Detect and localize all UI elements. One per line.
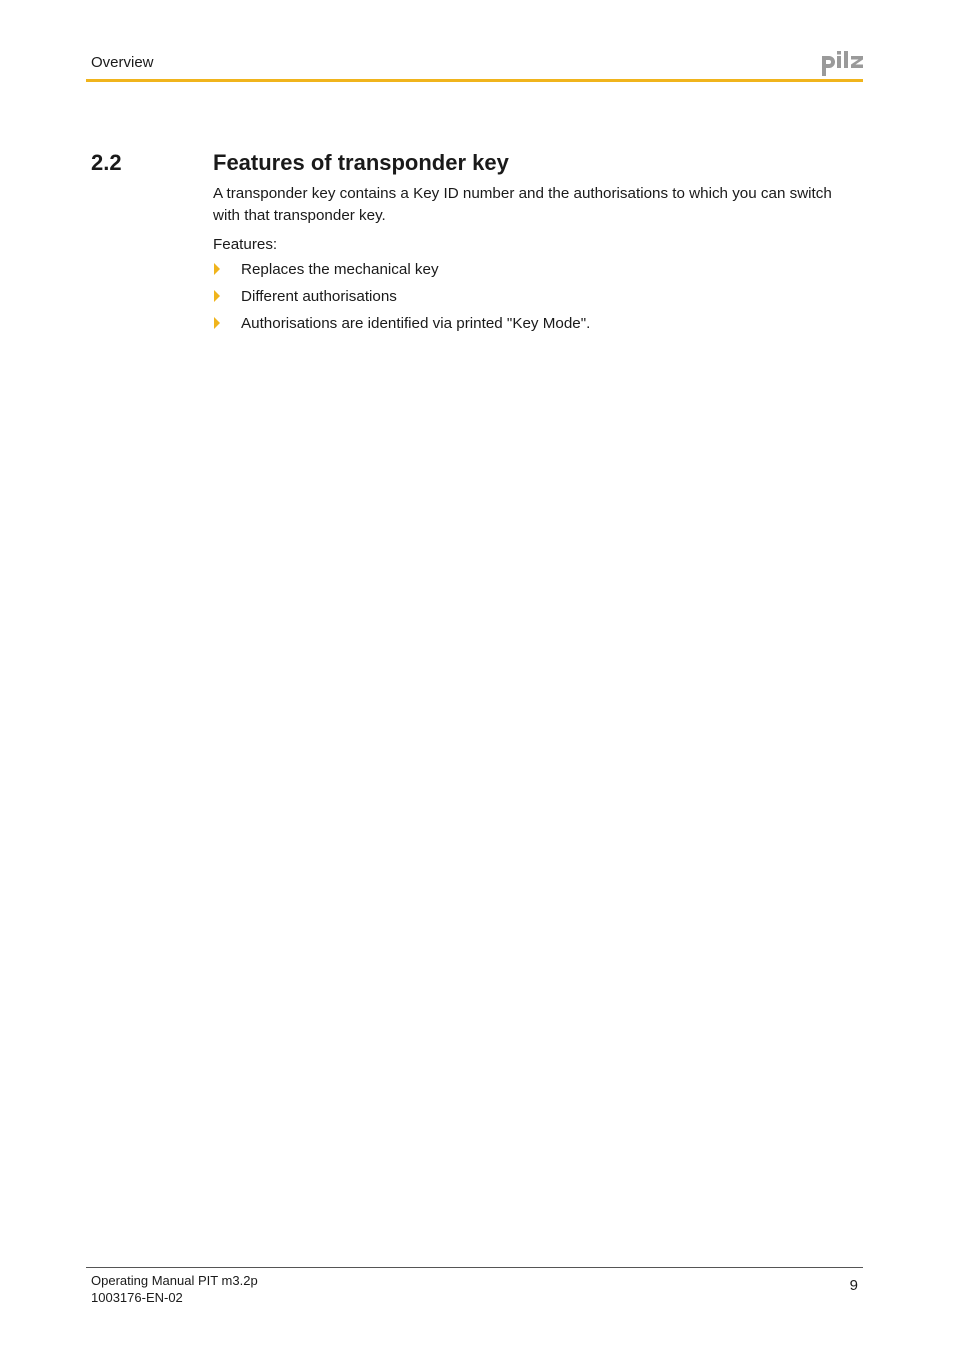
section-number: 2.2 — [91, 150, 122, 175]
triangle-bullet-icon — [214, 263, 220, 275]
page-number: 9 — [849, 1277, 858, 1294]
footer-rule — [86, 1267, 863, 1268]
section-title: Features of transponder key — [213, 150, 509, 175]
triangle-bullet-icon — [214, 290, 220, 302]
intro-paragraph: A transponder key contains a Key ID number and the authorisations to which you can switch with that transponder key. — [213, 185, 832, 224]
list-item — [213, 314, 590, 341]
pilz-logo — [821, 51, 864, 77]
running-header-section: Overview — [91, 54, 154, 71]
list-item — [213, 287, 590, 314]
list-item-text: Authorisations are identified via printed "Key Mode". — [241, 315, 591, 332]
header-rule — [86, 79, 863, 82]
triangle-bullet-icon — [214, 317, 220, 329]
list-item — [213, 260, 590, 287]
feature-list — [213, 260, 590, 341]
list-item-text: Replaces the mechanical key — [241, 261, 439, 278]
list-item-text: Different authorisations — [241, 288, 397, 305]
manual-title: Operating Manual PIT m3.2p — [91, 1273, 258, 1288]
footer-document-info — [91, 1272, 258, 1306]
features-label: Features: — [213, 236, 278, 253]
document-number: 1003176-EN-02 — [91, 1290, 183, 1305]
